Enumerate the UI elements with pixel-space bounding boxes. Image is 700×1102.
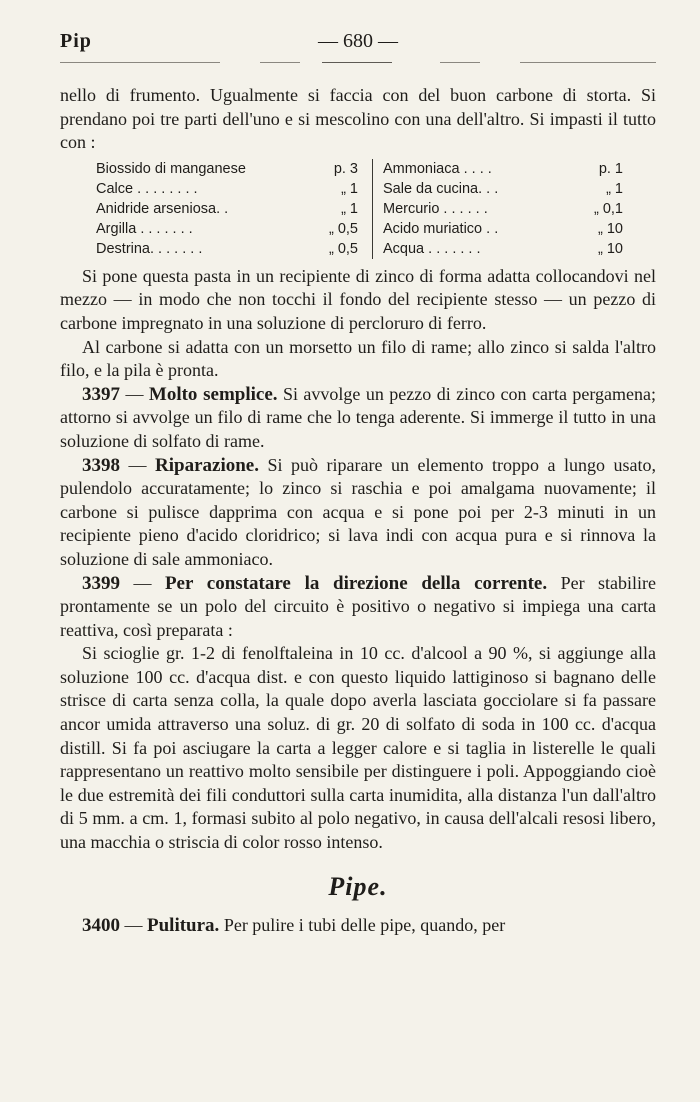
ingredient-qty: „ 10 — [598, 220, 623, 237]
ingredient-name: Sale da cucina. . . — [383, 180, 499, 197]
ingredient-qty: p. 3 — [333, 160, 358, 177]
intro-paragraph: nello di frumento. Ugualmente si faccia con del buon carbone di storta. Si prendano poi tre parti dell'uno e si mescolino con una dell'altro. Si impasti il tutto con : — [60, 85, 656, 153]
page-body — [60, 84, 656, 938]
recipe-table — [96, 159, 656, 259]
ingredient-name: Acido muriatico . . — [383, 220, 499, 237]
recipe-row — [96, 219, 358, 239]
ingredient-name: Destrina. . . . . . . — [96, 240, 203, 257]
entry-title: Molto semplice. — [148, 383, 278, 405]
recipe-row — [96, 159, 358, 179]
ingredient-qty: „ 1 — [341, 200, 358, 217]
ingredient-qty: „ 1 — [341, 180, 358, 197]
recipe-row — [96, 239, 358, 259]
entry-3400: 3400 — Pulitura. Per pulire i tubi delle pipe, quando, per — [82, 915, 506, 937]
ingredient-name: Argilla . . . . . . . — [96, 220, 193, 237]
page-number: — 680 — — [318, 30, 398, 52]
entry-text: Per pulire i tubi delle pipe, quando, per — [223, 915, 506, 936]
recipe-right-column — [372, 159, 623, 259]
entry-3397: 3397 — Molto semplice. Si avvolge un pezzo di zinco con carta pergamena; attorno si avvolge un filo di rame che lo tenga aderente. Si immerge il tutto in una soluzione di solfato di rame. — [60, 383, 657, 451]
ingredient-name: Calce . . . . . . . . — [96, 180, 198, 197]
recipe-row — [96, 179, 358, 199]
entry-3399: 3399 — Per constatare la direzione della corrente. Per stabilire prontamente se un polo del circuito è positivo o negativo si impiega una carta reattiva, così preparata : — [60, 572, 657, 640]
entry-number: 3399 — [82, 572, 120, 594]
page-header — [60, 30, 656, 58]
entry-number: 3397 — [82, 383, 120, 405]
entry-number: 3398 — [82, 454, 120, 476]
entry-3398: 3398 — Riparazione. Si può riparare un elemento troppo a lungo usato, pulendolo accuratamente; lo zinco si raschia e poi amalgama nuovamente; il carbone si pulisce dapprima con acqua e si pone poi per 2-3 minuti in un recipiente pieno d'acido cloridrico; si lava indi con acqua pura e si rinnova la soluzione di sale ammoniaco. — [60, 454, 657, 569]
entry-title: Pulitura. — [147, 915, 220, 937]
header-rule — [60, 62, 656, 63]
recipe-row — [383, 179, 623, 199]
ingredient-name: Mercurio . . . . . . — [383, 200, 488, 217]
entry-text: Per stabilire prontamente se un polo del circuito è positivo o negativo si impiega una carta reattiva, così preparata : — [60, 572, 657, 640]
entry-title: Per constatare la direzione della corrente. — [164, 572, 548, 594]
entry-title: Riparazione. — [155, 454, 259, 476]
ingredient-qty: „ 0,5 — [328, 240, 358, 257]
ingredient-qty: „ 0,1 — [593, 200, 623, 217]
section-heading: Pipe. — [328, 871, 388, 901]
paragraph-fenolftaleina: Si scioglie gr. 1-2 di fenolftaleina in 10 cc. d'alcool a 90 %, si aggiunge alla soluzione 100 cc. d'acqua dist. e con questo liquido lattiginoso si bagnano delle strisce di carta senza colla, la quale dopo averla lasciata gocciolare si fa passare ancor umida attraverso una soluz. di gr. 20 di solfato di soda in 100 cc. d'acqua distill. Si fa poi asciugare la carta a legger calore e si taglia in listerelle le quali rappresentano un reattivo molto sensibile per distinguere i poli. Appoggiando cioè le due estremità dei fili conduttori sulla carta inumidita, alla distanza l'un dall'altro di 5 mm. a cm. 1, formasi subito al polo negativo, in causa dell'alcali resosi libero, una macchia o striscia di color rosso intenso. — [60, 643, 656, 853]
paragraph-pasta: Si pone questa pasta in un recipiente di zinco di forma adatta collocandovi nel mezzo — in modo che non tocchi il fondo del recipiente stesso — un pezzo di carbone impregnato in una soluzione di percloruro di ferro. — [60, 265, 656, 333]
ingredient-name: Ammoniaca . . . . — [383, 160, 492, 177]
paragraph-morsetto: Al carbone si adatta con un morsetto un filo di rame; allo zinco si salda l'altro filo, e la pila è pronta. — [60, 336, 656, 381]
running-head: Pip — [60, 30, 92, 52]
recipe-row — [383, 199, 623, 219]
recipe-row — [96, 199, 358, 219]
recipe-left-column — [96, 159, 358, 259]
ingredient-name: Acqua . . . . . . . — [383, 240, 481, 257]
ingredient-name: Anidride arseniosa. . — [96, 200, 229, 217]
ingredient-qty: „ 1 — [606, 180, 623, 197]
entry-number: 3400 — [82, 915, 120, 937]
ingredient-qty: „ 0,5 — [328, 220, 358, 237]
ingredient-qty: p. 1 — [598, 160, 623, 177]
entry-text: Si avvolge un pezzo di zinco con carta pergamena; attorno si avvolge un filo di rame che lo tenga aderente. Si immerge il tutto in una soluzione di solfato di rame. — [60, 383, 657, 451]
recipe-row — [383, 219, 623, 239]
recipe-row — [383, 159, 623, 179]
entry-text: Si può riparare un elemento troppo a lungo usato, pulendolo accuratamente; lo zinco si raschia e poi amalgama nuovamente; il carbone si pulisce dapprima con acqua e si pone poi per 2-3 minuti in un recipiente pieno d'acido cloridrico; si lava indi con acqua pura e si rinnova la soluzione di sale ammoniaco. — [60, 454, 657, 569]
ingredient-name: Biossido di manganese — [96, 160, 246, 177]
ingredient-qty: „ 10 — [598, 240, 623, 257]
recipe-row — [383, 239, 623, 259]
